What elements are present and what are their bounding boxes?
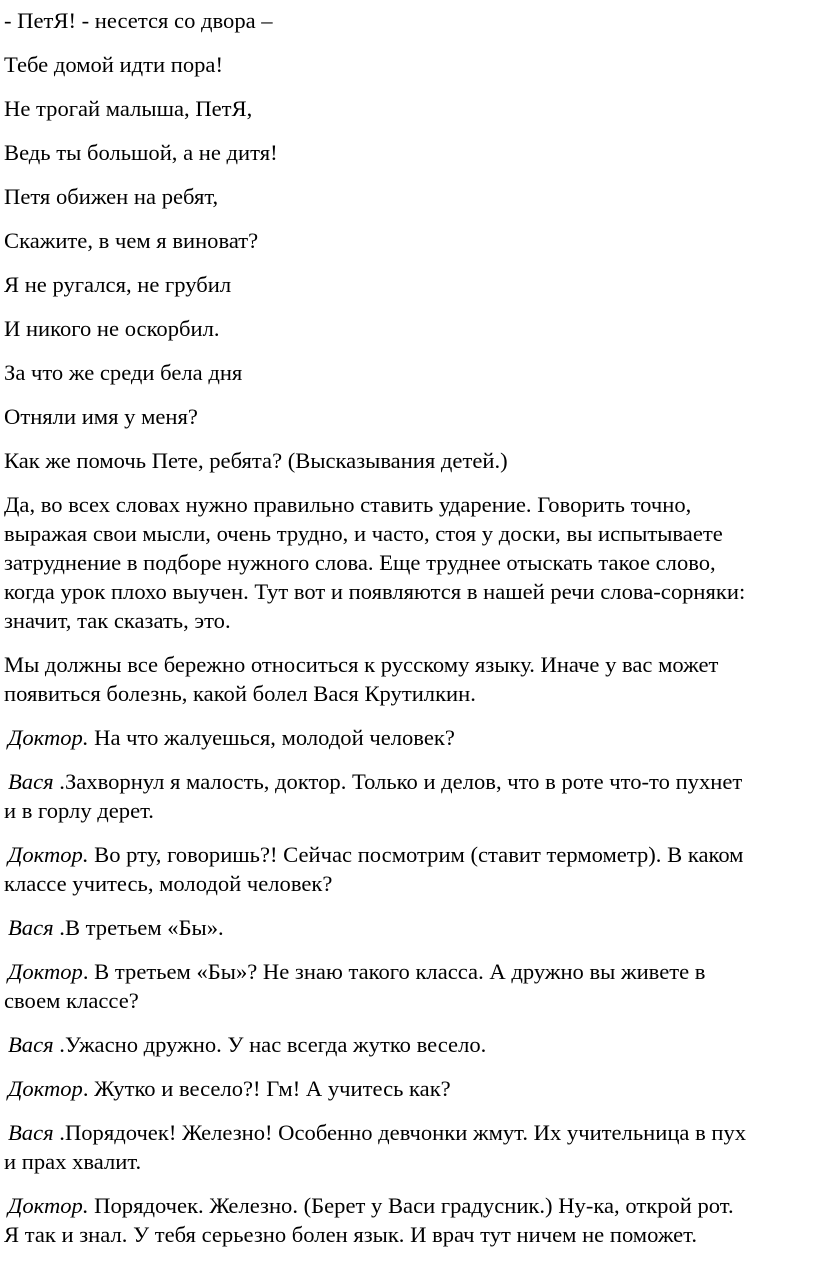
dialogue-line [4,913,810,942]
dialogue-text: .В третьем «Бы». [53,915,224,940]
paragraph-line: когда урок плохо выучен. Тут вот и появляются в нашей речи слова-сорняки: [4,579,746,604]
poem-line: Не трогай малыша, ПетЯ, [4,96,253,121]
paragraph-language [4,650,810,708]
poem-line: Тебе домой идти пора! [4,52,223,77]
dialogue-text: .Порядочек! Железно! Особенно девчонки жмут. Их учительница в пух [53,1120,747,1145]
poem-line: Ведь ты большой, а не дитя! [4,140,278,165]
speaker-name: Доктор. [8,725,89,750]
dialogue-text: .Захворнул я малость, доктор. Только и делов, что в роте что-то пухнет [53,769,743,794]
speaker-name: Вася [8,769,54,794]
dialogue-text: .Ужасно дружно. У нас всегда жутко весело. [53,1032,487,1057]
dialogue-text: и в горлу дерет. [4,798,154,823]
poem-line: - ПетЯ! - несется со двора – [4,8,273,33]
speaker-name: Вася [8,1120,54,1145]
poem-line: Скажите, в чем я виноват? [4,228,259,253]
speaker-name: Доктор. [8,1193,89,1218]
dialogue-text: Порядочек. Железно. (Берет у Васи градусник.) Ну-ка, открой рот. [88,1193,734,1218]
poem-line: Я не ругался, не грубил [4,272,232,297]
dialogue-line [4,1074,810,1103]
speaker-name: Доктор. [8,842,89,867]
paragraph-line: значит, так сказать, это. [4,608,231,633]
poem-line: Петя обижен на ребят, [4,184,219,209]
dialogue-line [4,1118,810,1176]
dialogue-text: На что жалуешься, молодой человек? [88,725,455,750]
paragraph-line: Мы должны все бережно относиться к русскому языку. Иначе у вас может [4,652,719,677]
paragraph-line: Да, во всех словах нужно правильно ставить ударение. Говорить точно, [4,492,692,517]
poem [4,6,810,475]
poem-line: И никого не оскорбил. [4,316,220,341]
poem-line: За что же среди бела дня [4,360,243,385]
speaker-name: Доктор [8,1076,83,1101]
question-line: Как же помочь Пете, ребята? (Высказывания детей.) [4,448,508,473]
dialogue-text: классе учитесь, молодой человек? [4,871,333,896]
dialogue-text: Я так и знал. У тебя серьезно болен язык. И врач тут ничем не поможет. [4,1222,698,1247]
dialogue-text: и прах хвалит. [4,1149,142,1174]
paragraph-line: затруднение в подборе нужного слова. Еще труднее отыскать такое слово, [4,550,716,575]
dialogue-text: Во рту, говоришь?! Сейчас посмотрим (ставит термометр). В каком [88,842,744,867]
dialogue-text: . Жутко и весело?! Гм! А учитесь как? [82,1076,451,1101]
dialogue-line [4,840,810,898]
paragraph-line: выражая свои мысли, очень трудно, и часто, стоя у доски, вы испытываете [4,521,723,546]
dialogue-line [4,723,810,752]
speaker-name: Доктор [8,959,83,984]
dialogue-text: . В третьем «Бы»? Не знаю такого класса. А дружно вы живете в [82,959,706,984]
dialogue-line [4,957,810,1015]
speaker-name: Вася [8,1032,54,1057]
speaker-name: Вася [8,915,54,940]
dialogue-line [4,767,810,825]
paragraph-stress [4,490,810,635]
paragraph-line: появиться болезнь, какой болел Вася Крутилкин. [4,681,476,706]
dialogue-line [4,1030,810,1059]
dialogue-text: своем классе? [4,988,139,1013]
poem-line: Отняли имя у меня? [4,404,198,429]
dialogue-line [4,1191,810,1249]
